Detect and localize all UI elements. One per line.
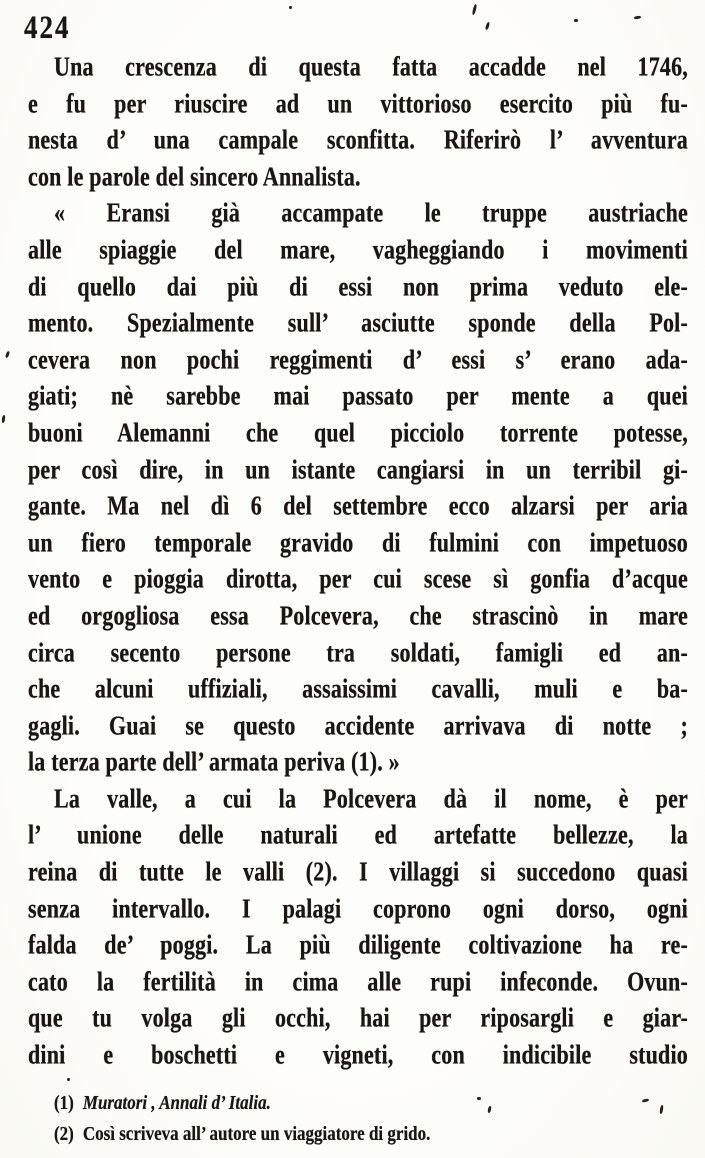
text-line: gagli. Guai se questo accidente arrivava di notte ; [28,709,688,741]
ink-speck [67,1078,70,1081]
text-line: vento e pioggia dirotta, per cui scese sì gonfia d’acque [28,562,688,595]
text-line: giati; nè sarebbe mai passato per mente a quei [28,379,688,412]
text-line: mento. Spezialmente sull’ asciutte sponde della Pol- [28,306,688,339]
text-line: La valle, a cui la Polcevera dà il nome, è per [54,782,688,814]
page-number: 424 [24,8,71,46]
footnote-marker: (2) [54,1122,74,1145]
footnote-marker: (1) [54,1091,74,1114]
text-line: gante. Ma nel dì 6 del settembre ecco alzarsi per aria [28,489,688,522]
text-line: alle spiaggie del mare, vagheggiando i movimenti [28,233,688,266]
footnote-text: Così scriveva all’ autore un viaggiatore di grido. [82,1122,431,1145]
footnote-2 [30,1115,685,1152]
text-line: che alcuni uffiziali, assaissimi cavalli, muli e ba- [28,672,688,705]
text-line: cevera non pochi reggimenti d’ essi s’ erano ada- [28,343,688,375]
text-line: per così dire, in un istante cangiarsi in un terribil gi- [28,453,688,485]
text-line: senza intervallo. I palagi coprono ogni dorso, ogni [28,892,688,924]
ink-speck [1,415,5,423]
text-line: con le parole del sincero Annalista. [28,160,361,192]
footnotes [30,1087,685,1149]
text-line: dini e boschetti e vigneti, con indicibile studio [28,1038,688,1071]
text-line: falda de’ poggi. La più diligente coltivazione ha re- [28,928,688,961]
text-line: un fiero temporale gravido di fulmini con impetuoso [28,526,688,558]
page-body [28,49,688,1074]
text-line: buoni Alemanni che quel picciolo torrente potesse, [28,416,688,448]
text-line: circa secento persone tra soldati, famigli ed an- [28,636,688,668]
ink-speck [485,22,490,31]
text-line: reina di tutte le valli (2). I villaggi si succedono quasi [28,855,688,888]
ink-speck [289,6,292,9]
text-line: cato la fertilità in cima alle rupi infeconde. Ovun- [28,965,688,997]
text-line: « Eransi già accampate le truppe austriache [54,196,688,229]
text-line: la terza parte dell’ armata periva (1). » [28,745,400,778]
text-line: ed orgogliosa essa Polcevera, che strascinò in mare [28,599,688,631]
text-line: di quello dai più di essi non prima veduto ele- [28,270,688,302]
text-line: e fu per riuscire ad un vittorioso esercito più fu- [28,87,688,119]
ink-speck [477,1097,481,1100]
text-line: l’ unione delle naturali ed artefatte bellezze, la [28,819,688,851]
text-line: nesta d’ una campale sconfitta. Riferirò l’ avventura [28,123,688,156]
footnote-text: Muratori , Annali d’ Italia. [82,1091,271,1114]
ink-speck [574,19,578,22]
ink-speck [634,16,641,20]
text-line: Una crescenza di questa fatta accadde nel 1746, [54,50,688,83]
ink-speck [472,4,478,15]
ink-speck [5,351,10,359]
text-line: que tu volga gli occhi, hai per riposargli e giar- [28,1001,688,1034]
